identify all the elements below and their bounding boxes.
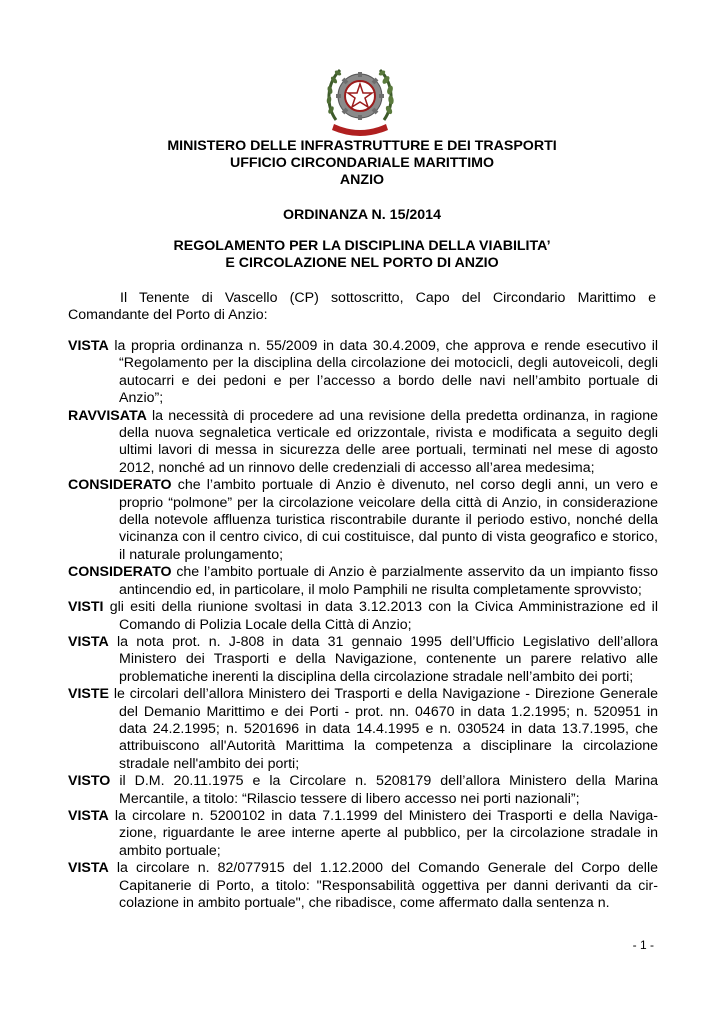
clause-keyword: CONSIDERATO bbox=[68, 477, 172, 494]
ministry-heading bbox=[60, 138, 664, 189]
clause-text: la nota prot. n. J-808 in data 31 gennaio 1995 dell’Ufficio Legislativo dell’allora Ministero dei Trasporti e della Navigazione, contenente un parere relativo alle problematiche inerenti la disciplina della circolazione stradale nell’ambito dei porti; bbox=[116, 633, 658, 685]
regulation-title bbox=[60, 238, 664, 272]
clause bbox=[68, 773, 658, 808]
clause-keyword: VISTA bbox=[68, 338, 109, 354]
clause-text: il D.M. 20.11.1975 e la Circolare n. 5208179 dell’allora Ministero della Marina Mercantile, a titolo: “Rilascio tessere di libero accesso nei porti nazionali”; bbox=[119, 773, 658, 807]
clause bbox=[68, 860, 658, 912]
clause bbox=[68, 408, 658, 478]
clause bbox=[68, 686, 658, 773]
ministry-name: MINISTERO DELLE INFRASTRUTTURE E DEI TRASPORTI bbox=[167, 138, 557, 154]
clause-text: gli esiti della riunione svoltasi in data 3.12.2013 con la Civica Amministrazione ed il Comando di Polizia Locale della Città di Anzio; bbox=[109, 599, 658, 633]
clause-text: la propria ordinanza n. 55/2009 in data 30.4.2009, che approva e rende esecutivo il “Regolamento per la disciplina della circolazione dei motocicli, degli autoveicoli, degli autocarri e dei pedoni e per l’accesso a bordo delle navi nell’ambito portuale di Anzio”; bbox=[114, 338, 658, 407]
regulation-title-line2: E CIRCOLAZIONE NEL PORTO DI ANZIO bbox=[225, 255, 499, 271]
clause bbox=[68, 634, 658, 686]
clause-text: che l’ambito portuale di Anzio è parzialmente asservito da un impianto fisso antincendio ed, in particolare, il molo Pamphili ne risulta completamente sprovvisto; bbox=[119, 564, 658, 598]
clause bbox=[68, 599, 658, 634]
clause bbox=[68, 477, 658, 564]
italian-republic-emblem-icon bbox=[322, 58, 398, 138]
clause bbox=[68, 564, 658, 599]
clause-keyword: VISTA bbox=[68, 860, 109, 877]
clause-keyword: VISTI bbox=[68, 599, 104, 616]
clause-keyword: VISTA bbox=[68, 807, 109, 824]
intro-paragraph: Il Tenente di Vascello (CP) sottoscritto, Capo del Circondario Marittimo e Comandante del Porto di Anzio: bbox=[68, 290, 656, 323]
clause-keyword: VISTA bbox=[68, 633, 109, 650]
office-city: ANZIO bbox=[339, 172, 385, 188]
clauses-list bbox=[68, 338, 658, 912]
office-name: UFFICIO CIRCONDARIALE MARITTIMO bbox=[229, 155, 495, 171]
ordinance-number: ORDINANZA N. 15/2014 bbox=[283, 207, 441, 223]
clause-text: le circolari dell’allora Ministero dei Trasporti e della Navigazione - Direzione Generale del Demanio Marittimo e dei Porti - prot. nn. 04670 in data 1.2.1995; n. 520951 in data 24.2.1995; n. 5201696 in data 14.4.1995 e n. 030524 in data 13.7.1995, che attribuiscono all'Autorità Marittima la competenza a disciplinare la circolazione stradale nell'ambito dei porti; bbox=[113, 686, 658, 772]
regulation-title-line1: REGOLAMENTO PER LA DISCIPLINA DELLA VIABILITA’ bbox=[173, 238, 551, 254]
clause-text: la circolare n. 5200102 in data 7.1.1999 del Ministero dei Trasporti e della Naviga-zione, riguardante le aree interne aperte al pubblico, per la circolazione stradale in ambito portuale; bbox=[114, 807, 658, 859]
clause-text: che l’ambito portuale di Anzio è divenuto, nel corso degli anni, un vero e proprio “polmone” per la circolazione veicolare della città di Anzio, in considerazione della notevole affluenza turistica riscontrabile durante il periodo estivo, nonché della vicinanza con il centro civico, di cui costituisce, dal punto di vista geografico e storico, il naturale prolungamento; bbox=[119, 477, 658, 563]
page-number: - 1 - bbox=[632, 938, 654, 952]
clause-keyword: VISTE bbox=[68, 686, 109, 703]
clause-keyword: CONSIDERATO bbox=[68, 564, 172, 581]
clause bbox=[68, 338, 658, 408]
clause-text: la circolare n. 82/077915 del 1.12.2000 del Comando Generale del Corpo delle Capitanerie di Porto, a titolo: "Responsabilità oggettiva per danni derivanti da cir-colazione in ambito portuale", che ribadisce, come affermato dalla sentenza n. bbox=[116, 860, 658, 911]
clause-keyword: RAVVISATA bbox=[68, 407, 147, 424]
clause bbox=[68, 808, 658, 860]
clause-keyword: VISTO bbox=[68, 773, 111, 790]
clause-text: la necessità di procedere ad una revisione della predetta ordinanza, in ragione della nuova segnaletica verticale ed orizzontale, rivista e modificata a seguito degli ultimi lavori di messa in sicurezza delle aree portuali, terminati nel mese di agosto 2012, nonché ad un rinnovo delle credenziali di accesso all’area medesima; bbox=[119, 407, 658, 476]
